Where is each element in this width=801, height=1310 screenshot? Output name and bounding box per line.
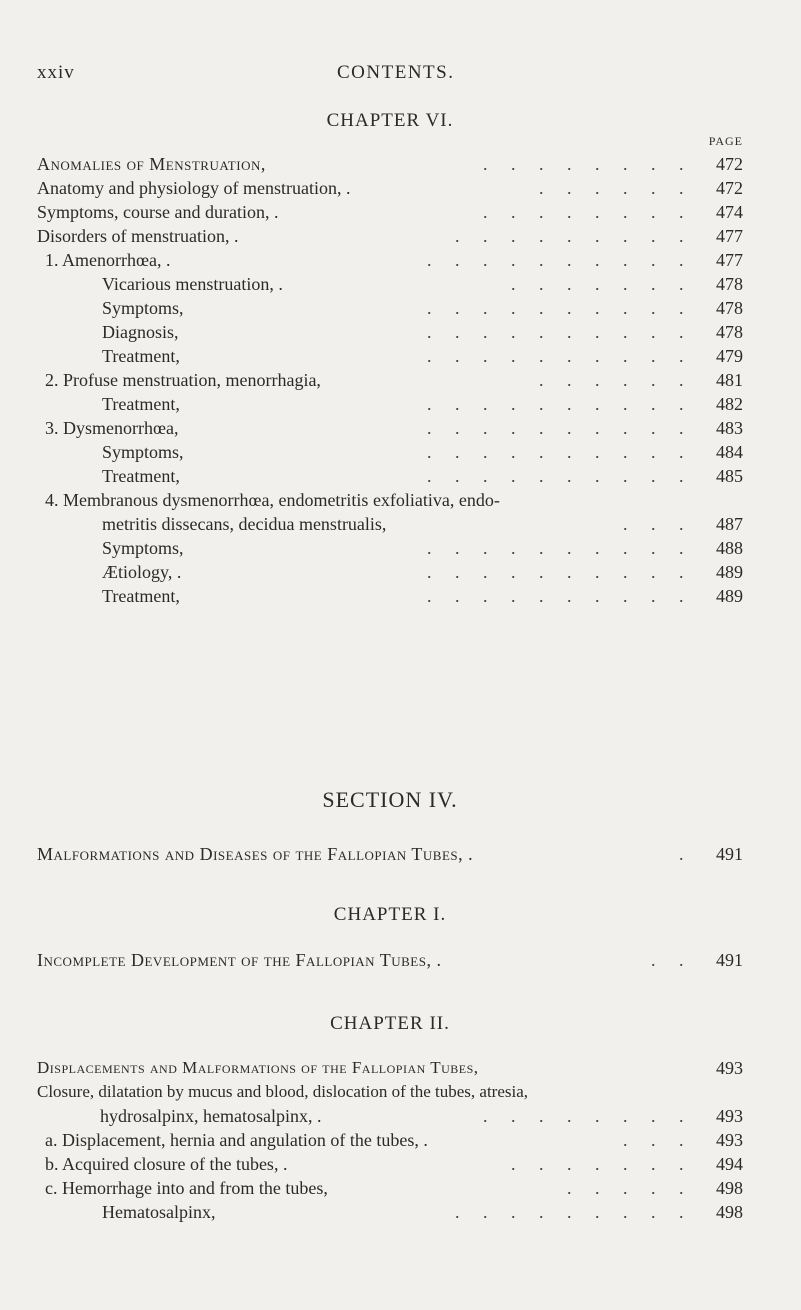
toc-entry-page: 493: [716, 1058, 743, 1078]
leader-dots: . . . . . . .: [511, 1154, 693, 1174]
toc-entry-page: 474: [716, 202, 743, 222]
toc-entry-page: 494: [716, 1154, 743, 1174]
chapter-vi-entries: [37, 152, 743, 608]
toc-entry[interactable]: [37, 200, 743, 224]
toc-entry-title: Treatment,: [102, 346, 180, 366]
toc-entry-page: 493: [716, 1130, 743, 1150]
leader-dots: . . . . . . . . . .: [427, 298, 693, 318]
toc-entry-page: 478: [716, 274, 743, 294]
leader-dots: . . . . . . . .: [483, 154, 693, 174]
running-title: CONTENTS.: [337, 62, 455, 83]
chapter-ii-entries: [37, 1056, 743, 1224]
leader-dots: . . . . . . . . . .: [427, 322, 693, 342]
toc-entry[interactable]: [37, 320, 743, 344]
leader-dots: . . . . . . . . .: [455, 1202, 693, 1222]
leader-dots: .: [679, 844, 693, 864]
toc-entry[interactable]: [37, 440, 743, 464]
toc-entry-title: 1. Amenorrhœa, .: [45, 250, 171, 270]
leader-dots: . . . . . . . . . .: [427, 346, 693, 366]
toc-entry-title: Vicarious menstruation, .: [102, 274, 283, 294]
toc-entry-title: Treatment,: [102, 466, 180, 486]
chapter-ii-heading: [37, 1013, 743, 1035]
leader-dots: . . . . . . . .: [483, 1106, 693, 1126]
toc-entry-title: a. Displacement, hernia and angulation of the tubes, .: [45, 1130, 428, 1150]
toc-entry-title: Symptoms, course and duration, .: [37, 202, 279, 222]
toc-entry-title: 4. Membranous dysmenorrhœa, endometritis exfoliativa, endo-: [45, 490, 500, 510]
leader-dots: . . .: [623, 514, 693, 534]
leader-dots: . . . . . . . . . .: [427, 466, 693, 486]
toc-entry[interactable]: [37, 344, 743, 368]
toc-entry-title: Symptoms,: [102, 442, 184, 462]
toc-entry-page: 472: [716, 178, 743, 198]
leader-dots: . . . . . . . . . .: [427, 442, 693, 462]
toc-entry-title: Anomalies of Menstruation,: [37, 154, 266, 174]
toc-entry-page: 487: [716, 514, 743, 534]
toc-entry[interactable]: [37, 1176, 743, 1200]
toc-entry-page: 478: [716, 298, 743, 318]
toc-entry[interactable]: [37, 248, 743, 272]
toc-entry[interactable]: [37, 368, 743, 392]
page-label: PAGE: [708, 134, 743, 148]
leader-dots: . . .: [623, 1130, 693, 1150]
chapter-heading: CHAPTER VI.: [326, 110, 454, 131]
toc-entry-page: 478: [716, 322, 743, 342]
toc-entry[interactable]: [37, 948, 743, 972]
chapter-vi-heading: [37, 110, 743, 132]
chapter-i-entries: [37, 948, 743, 972]
toc-entry-title: 3. Dysmenorrhœa,: [45, 418, 179, 438]
leader-dots: . . . . . . . . . .: [427, 418, 693, 438]
toc-entry-title: c. Hemorrhage into and from the tubes,: [45, 1178, 328, 1198]
section-iv-entries: [37, 842, 743, 866]
toc-entry-title: Symptoms,: [102, 538, 184, 558]
page-number-roman: xxiv: [37, 62, 75, 83]
toc-entry[interactable]: [37, 464, 743, 488]
toc-entry[interactable]: [37, 560, 743, 584]
toc-entry-page: 482: [716, 394, 743, 414]
leader-dots: . . . . . . . . . .: [427, 538, 693, 558]
leader-dots: . . . . . . . .: [483, 202, 693, 222]
toc-entry-title: Incomplete Development of the Fallopian Tubes, .: [37, 950, 442, 970]
leader-dots: . . . . . . . . .: [455, 226, 693, 246]
toc-entry-page: 493: [716, 1106, 743, 1126]
toc-entry-page: 488: [716, 538, 743, 558]
toc-entry[interactable]: [37, 1104, 743, 1128]
toc-entry-title: hydrosalpinx, hematosalpinx, .: [100, 1106, 322, 1126]
toc-entry-page: 477: [716, 226, 743, 246]
toc-entry[interactable]: [37, 512, 743, 536]
toc-entry[interactable]: [37, 272, 743, 296]
toc-entry[interactable]: [37, 1056, 743, 1080]
chapter-i-heading: [37, 904, 743, 926]
toc-entry[interactable]: [37, 488, 743, 512]
toc-entry[interactable]: [37, 1152, 743, 1176]
toc-entry-title: b. Acquired closure of the tubes, .: [45, 1154, 288, 1174]
toc-entry[interactable]: [37, 296, 743, 320]
chapter-heading: CHAPTER I.: [333, 904, 447, 925]
leader-dots: . . . . . . . . . .: [427, 586, 693, 606]
section-heading: SECTION IV.: [322, 787, 458, 812]
running-head: [37, 62, 737, 86]
leader-dots: . . . . . . . . . .: [427, 250, 693, 270]
toc-entry-title: Closure, dilatation by mucus and blood, dislocation of the tubes, atresia,: [37, 1082, 529, 1101]
toc-entry-title: Ætiology, .: [102, 562, 182, 582]
toc-entry-title: metritis dissecans, decidua menstrualis,: [102, 514, 387, 534]
toc-entry-title: Displacements and Malformations of the Fallopian Tubes,: [37, 1058, 479, 1077]
toc-entry-title: Symptoms,: [102, 298, 184, 318]
toc-entry-title: 2. Profuse menstruation, menorrhagia,: [45, 370, 321, 390]
toc-entry-page: 479: [716, 346, 743, 366]
toc-entry[interactable]: [37, 584, 743, 608]
leader-dots: . .: [651, 950, 693, 970]
toc-entry-page: 489: [716, 562, 743, 582]
leader-dots: . . . . . . . . . .: [427, 394, 693, 414]
page-column-label: [37, 134, 743, 150]
toc-entry-page: 485: [716, 466, 743, 486]
toc-entry[interactable]: [37, 392, 743, 416]
toc-entry-title: Malformations and Diseases of the Fallopian Tubes, .: [37, 844, 474, 864]
leader-dots: . . . . . .: [539, 370, 693, 390]
toc-entry-page: 484: [716, 442, 743, 462]
toc-entry-page: 489: [716, 586, 743, 606]
toc-entry-title: Diagnosis,: [102, 322, 179, 342]
toc-entry[interactable]: [37, 536, 743, 560]
leader-dots: . . . . . . . . . .: [427, 562, 693, 582]
toc-entry-page: 498: [716, 1178, 743, 1198]
section-iv-heading: [37, 787, 743, 813]
toc-entry-page: 491: [716, 844, 743, 864]
toc-entry-title: Treatment,: [102, 586, 180, 606]
leader-dots: . . . . . . .: [511, 274, 693, 294]
toc-entry[interactable]: [37, 1128, 743, 1152]
toc-entry-title: Hematosalpinx,: [102, 1202, 216, 1222]
leader-dots: . . . . .: [567, 1178, 693, 1198]
toc-entry-page: 483: [716, 418, 743, 438]
toc-entry-page: 498: [716, 1202, 743, 1222]
chapter-heading: CHAPTER II.: [330, 1013, 450, 1034]
toc-entry[interactable]: [37, 224, 743, 248]
toc-entry[interactable]: [37, 416, 743, 440]
toc-entry[interactable]: [37, 152, 743, 176]
toc-entry[interactable]: [37, 176, 743, 200]
toc-entry-title: Anatomy and physiology of menstruation, .: [37, 178, 351, 198]
toc-entry[interactable]: [37, 1200, 743, 1224]
leader-dots: . . . . . .: [539, 178, 693, 198]
toc-entry-page: 477: [716, 250, 743, 270]
toc-entry-title: Treatment,: [102, 394, 180, 414]
toc-entry-title: Disorders of menstruation, .: [37, 226, 239, 246]
toc-entry-page: 491: [716, 950, 743, 970]
toc-entry[interactable]: [37, 842, 743, 866]
toc-entry-page: 481: [716, 370, 743, 390]
toc-entry-page: 472: [716, 154, 743, 174]
toc-entry[interactable]: [37, 1080, 743, 1104]
